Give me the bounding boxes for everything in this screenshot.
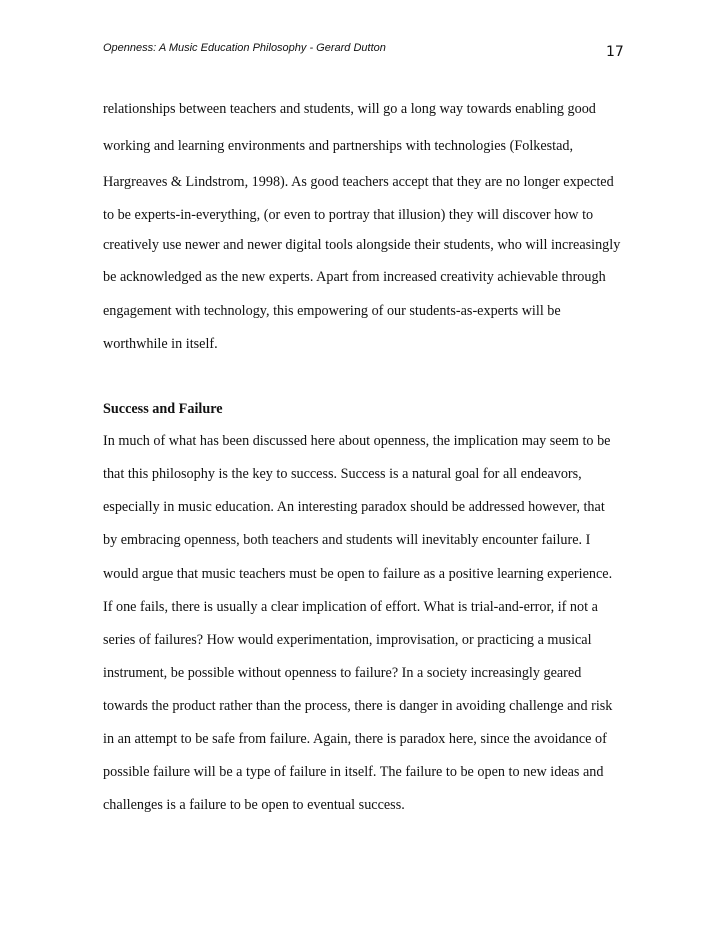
paragraph-line: series of failures? How would experimentation, improvisation, or practicing a musical xyxy=(103,632,592,648)
paragraph-line: especially in music education. An interesting paradox should be addressed however, that xyxy=(103,499,605,515)
paragraph-line: If one fails, there is usually a clear implication of effort. What is trial-and-error, if not a xyxy=(103,599,598,615)
paragraph-line: in an attempt to be safe from failure. Again, there is paradox here, since the avoidance of xyxy=(103,731,607,747)
paragraph-line: instrument, be possible without openness to failure? In a society increasingly geared xyxy=(103,665,582,681)
paragraph-line: worthwhile in itself. xyxy=(103,336,218,352)
paragraph-line: working and learning environments and partnerships with technologies (Folkestad, xyxy=(103,138,574,154)
paragraph-line: possible failure will be a type of failure in itself. The failure to be open to new ideas and xyxy=(103,764,604,780)
running-header-title: Openness: A Music Education Philosophy - Gerard Dutton xyxy=(103,42,386,54)
paragraph-line: by embracing openness, both teachers and students will inevitably encounter failure. I xyxy=(103,532,591,548)
paragraph-line: towards the product rather than the process, there is danger in avoiding challenge and risk xyxy=(103,698,613,714)
paragraph-line: relationships between teachers and students, will go a long way towards enabling good xyxy=(103,101,596,117)
paragraph-line: to be experts-in-everything, (or even to portray that illusion) they will discover how to xyxy=(103,207,594,223)
paragraph-line: be acknowledged as the new experts. Apart from increased creativity achievable through xyxy=(103,269,606,285)
paragraph-line: creatively use newer and newer digital tools alongside their students, who will increasingly xyxy=(103,237,621,253)
paragraph-line: that this philosophy is the key to success. Success is a natural goal for all endeavors, xyxy=(103,466,582,482)
paragraph-line: would argue that music teachers must be open to failure as a positive learning experience. xyxy=(103,566,613,582)
paragraph-line: In much of what has been discussed here about openness, the implication may seem to be xyxy=(103,433,611,449)
paragraph-line: Hargreaves & Lindstrom, 1998). As good teachers accept that they are no longer expected xyxy=(103,174,614,190)
paragraph-line: challenges is a failure to be open to eventual success. xyxy=(103,797,405,813)
section-heading: Success and Failure xyxy=(103,401,223,417)
paragraph-line: engagement with technology, this empowering of our students-as-experts will be xyxy=(103,303,561,319)
page-number: 17 xyxy=(606,44,624,60)
